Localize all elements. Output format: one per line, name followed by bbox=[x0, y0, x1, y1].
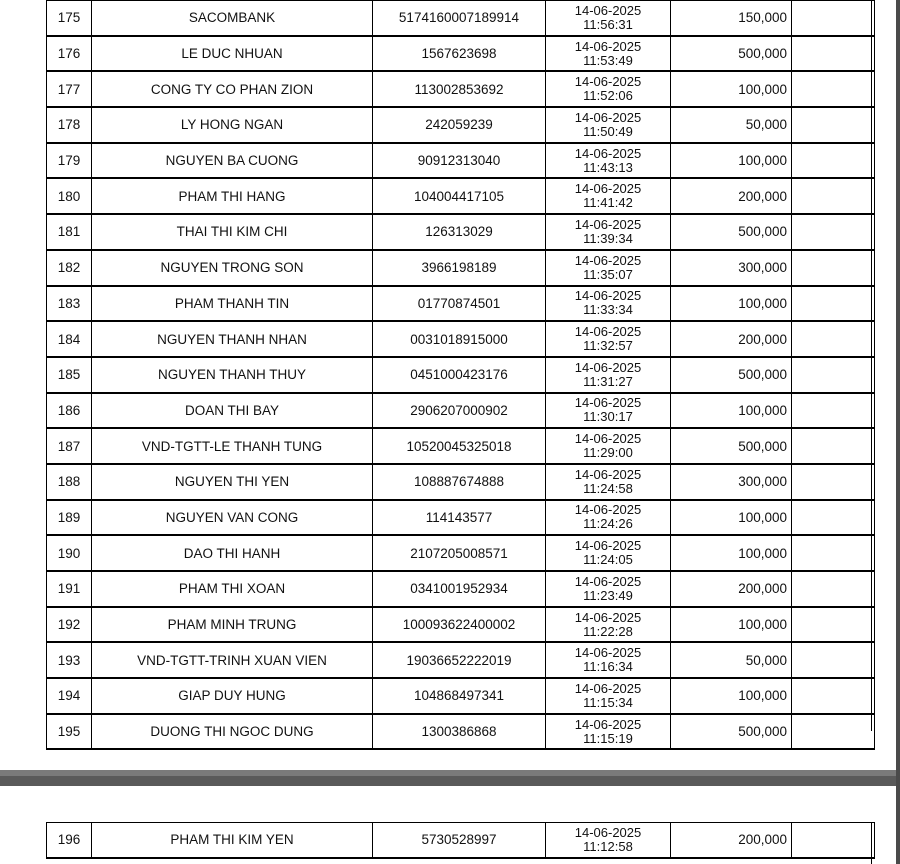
transaction-time: 11:12:58 bbox=[583, 838, 633, 854]
page-gap bbox=[0, 776, 900, 786]
account-number: 126313029 bbox=[373, 214, 546, 250]
amount: 50,000 bbox=[671, 107, 792, 143]
payer-name: DOAN THI BAY bbox=[92, 393, 373, 429]
transaction-date: 14-06-2025 bbox=[574, 216, 642, 232]
note-cell bbox=[792, 107, 875, 143]
note-cell bbox=[792, 500, 875, 536]
payer-name: PHAM THI HANG bbox=[92, 178, 373, 214]
account-number: 113002853692 bbox=[373, 71, 546, 107]
row-number: 189 bbox=[47, 500, 92, 536]
amount: 500,000 bbox=[671, 36, 792, 72]
table-row bbox=[47, 607, 875, 643]
payer-name: DUONG THI NGOC DUNG bbox=[92, 714, 373, 750]
payer-name: SACOMBANK bbox=[92, 1, 373, 36]
transaction-date: 14-06-2025 bbox=[574, 2, 642, 18]
account-number: 100093622400002 bbox=[373, 607, 546, 643]
row-number: 178 bbox=[47, 107, 92, 143]
row-number: 184 bbox=[47, 321, 92, 357]
transaction-time: 11:41:42 bbox=[583, 195, 633, 211]
transaction-date: 14-06-2025 bbox=[574, 181, 642, 197]
transaction-date: 14-06-2025 bbox=[574, 538, 642, 554]
transaction-datetime bbox=[546, 1, 671, 36]
transaction-datetime bbox=[546, 823, 671, 858]
account-number: 104004417105 bbox=[373, 178, 546, 214]
transaction-datetime bbox=[546, 178, 671, 214]
transaction-time: 11:16:34 bbox=[583, 659, 633, 675]
account-number: 90912313040 bbox=[373, 143, 546, 179]
payer-name: NGUYEN THANH THUY bbox=[92, 357, 373, 393]
transaction-datetime bbox=[546, 571, 671, 607]
transaction-datetime bbox=[546, 107, 671, 143]
table-row bbox=[47, 823, 875, 858]
transaction-datetime bbox=[546, 321, 671, 357]
transactions-table-page-2 bbox=[46, 822, 875, 859]
account-number: 3966198189 bbox=[373, 250, 546, 286]
transaction-datetime bbox=[546, 607, 671, 643]
note-cell bbox=[792, 823, 875, 858]
transaction-time: 11:24:58 bbox=[583, 480, 633, 496]
transaction-datetime bbox=[546, 143, 671, 179]
amount: 100,000 bbox=[671, 500, 792, 536]
viewer-scroll-edge[interactable] bbox=[896, 0, 900, 864]
amount: 300,000 bbox=[671, 464, 792, 500]
note-cell bbox=[792, 357, 875, 393]
row-number: 196 bbox=[47, 823, 92, 858]
row-number: 181 bbox=[47, 214, 92, 250]
transaction-date: 14-06-2025 bbox=[574, 716, 642, 732]
account-number: 19036652222019 bbox=[373, 642, 546, 678]
amount: 100,000 bbox=[671, 286, 792, 322]
note-cell bbox=[792, 214, 875, 250]
account-number: 0341001952934 bbox=[373, 571, 546, 607]
transaction-datetime bbox=[546, 214, 671, 250]
transaction-time: 11:33:34 bbox=[583, 302, 633, 318]
account-number: 114143577 bbox=[373, 500, 546, 536]
transaction-time: 11:24:26 bbox=[583, 516, 633, 532]
note-cell bbox=[792, 607, 875, 643]
table-row bbox=[47, 1, 875, 36]
transaction-date: 14-06-2025 bbox=[574, 609, 642, 625]
row-number: 186 bbox=[47, 393, 92, 429]
row-number: 176 bbox=[47, 36, 92, 72]
transaction-date: 14-06-2025 bbox=[574, 573, 642, 589]
table-row bbox=[47, 393, 875, 429]
table-row bbox=[47, 464, 875, 500]
amount: 200,000 bbox=[671, 178, 792, 214]
amount: 500,000 bbox=[671, 428, 792, 464]
payer-name: VND-TGTT-LE THANH TUNG bbox=[92, 428, 373, 464]
transaction-datetime bbox=[546, 428, 671, 464]
table-row bbox=[47, 642, 875, 678]
table-row bbox=[47, 357, 875, 393]
row-number: 193 bbox=[47, 642, 92, 678]
amount: 100,000 bbox=[671, 535, 792, 571]
account-number: 108887674888 bbox=[373, 464, 546, 500]
account-number: 0451000423176 bbox=[373, 357, 546, 393]
transaction-datetime bbox=[546, 286, 671, 322]
transactions-table-page-1 bbox=[46, 0, 875, 750]
note-cell bbox=[792, 143, 875, 179]
row-number: 179 bbox=[47, 143, 92, 179]
row-number: 195 bbox=[47, 714, 92, 750]
note-cell bbox=[792, 178, 875, 214]
transaction-date: 14-06-2025 bbox=[574, 395, 642, 411]
transaction-date: 14-06-2025 bbox=[574, 74, 642, 90]
transaction-time: 11:56:31 bbox=[583, 16, 633, 32]
account-number: 2107205008571 bbox=[373, 535, 546, 571]
account-number: 01770874501 bbox=[373, 286, 546, 322]
note-cell bbox=[792, 642, 875, 678]
note-cell bbox=[792, 714, 875, 750]
row-number: 183 bbox=[47, 286, 92, 322]
table-row bbox=[47, 214, 875, 250]
amount: 500,000 bbox=[671, 357, 792, 393]
document-page-2 bbox=[0, 786, 896, 864]
note-cell bbox=[792, 286, 875, 322]
row-number: 192 bbox=[47, 607, 92, 643]
transaction-date: 14-06-2025 bbox=[574, 466, 642, 482]
account-number: 1300386868 bbox=[373, 714, 546, 750]
payer-name: LE DUC NHUAN bbox=[92, 36, 373, 72]
row-number: 188 bbox=[47, 464, 92, 500]
payer-name: PHAM MINH TRUNG bbox=[92, 607, 373, 643]
transaction-datetime bbox=[546, 535, 671, 571]
note-cell bbox=[792, 71, 875, 107]
transaction-time: 11:15:34 bbox=[583, 694, 633, 710]
row-number: 175 bbox=[47, 1, 92, 36]
account-number: 1567623698 bbox=[373, 36, 546, 72]
table-row bbox=[47, 36, 875, 72]
amount: 200,000 bbox=[671, 571, 792, 607]
transaction-date: 14-06-2025 bbox=[574, 324, 642, 340]
payer-name: NGUYEN THANH NHAN bbox=[92, 321, 373, 357]
transaction-date: 14-06-2025 bbox=[574, 252, 642, 268]
transaction-datetime bbox=[546, 250, 671, 286]
transaction-date: 14-06-2025 bbox=[574, 288, 642, 304]
table-row bbox=[47, 678, 875, 714]
table-right-rule bbox=[871, 0, 872, 731]
amount: 50,000 bbox=[671, 642, 792, 678]
transaction-date: 14-06-2025 bbox=[574, 502, 642, 518]
payer-name: VND-TGTT-TRINH XUAN VIEN bbox=[92, 642, 373, 678]
row-number: 180 bbox=[47, 178, 92, 214]
amount: 200,000 bbox=[671, 823, 792, 858]
note-cell bbox=[792, 571, 875, 607]
payer-name: PHAM THANH TIN bbox=[92, 286, 373, 322]
transaction-time: 11:32:57 bbox=[583, 338, 633, 354]
transaction-datetime bbox=[546, 464, 671, 500]
amount: 500,000 bbox=[671, 214, 792, 250]
table-right-rule-page-2 bbox=[871, 822, 872, 864]
transaction-date: 14-06-2025 bbox=[574, 38, 642, 54]
transaction-time: 11:30:17 bbox=[583, 409, 633, 425]
payer-name: PHAM THI KIM YEN bbox=[92, 823, 373, 858]
transaction-datetime bbox=[546, 393, 671, 429]
note-cell bbox=[792, 250, 875, 286]
transaction-datetime bbox=[546, 500, 671, 536]
transaction-time: 11:43:13 bbox=[583, 159, 633, 175]
account-number: 10520045325018 bbox=[373, 428, 546, 464]
transaction-datetime bbox=[546, 36, 671, 72]
transaction-date: 14-06-2025 bbox=[574, 359, 642, 375]
table-row bbox=[47, 71, 875, 107]
account-number: 2906207000902 bbox=[373, 393, 546, 429]
amount: 100,000 bbox=[671, 143, 792, 179]
table-row bbox=[47, 286, 875, 322]
table-row bbox=[47, 571, 875, 607]
row-number: 194 bbox=[47, 678, 92, 714]
transaction-datetime bbox=[546, 357, 671, 393]
row-number: 182 bbox=[47, 250, 92, 286]
transaction-time: 11:31:27 bbox=[583, 373, 633, 389]
table-row bbox=[47, 143, 875, 179]
table-row bbox=[47, 107, 875, 143]
transaction-time: 11:29:00 bbox=[583, 445, 633, 461]
transaction-datetime bbox=[546, 714, 671, 750]
note-cell bbox=[792, 464, 875, 500]
table-row bbox=[47, 500, 875, 536]
transaction-datetime bbox=[546, 642, 671, 678]
row-number: 185 bbox=[47, 357, 92, 393]
transaction-datetime bbox=[546, 71, 671, 107]
table-row bbox=[47, 250, 875, 286]
transaction-date: 14-06-2025 bbox=[574, 431, 642, 447]
note-cell bbox=[792, 393, 875, 429]
table-row bbox=[47, 714, 875, 750]
table-row bbox=[47, 178, 875, 214]
transaction-time: 11:50:49 bbox=[583, 123, 633, 139]
transaction-time: 11:35:07 bbox=[583, 266, 633, 282]
amount: 100,000 bbox=[671, 71, 792, 107]
note-cell bbox=[792, 1, 875, 36]
payer-name: THAI THI KIM CHI bbox=[92, 214, 373, 250]
amount: 100,000 bbox=[671, 393, 792, 429]
payer-name: NGUYEN BA CUONG bbox=[92, 143, 373, 179]
transaction-time: 11:52:06 bbox=[583, 88, 633, 104]
transaction-date: 14-06-2025 bbox=[574, 680, 642, 696]
transaction-time: 11:15:19 bbox=[583, 730, 633, 746]
account-number: 5174160007189914 bbox=[373, 1, 546, 36]
amount: 100,000 bbox=[671, 607, 792, 643]
payer-name: LY HONG NGAN bbox=[92, 107, 373, 143]
amount: 100,000 bbox=[671, 678, 792, 714]
transaction-time: 11:39:34 bbox=[583, 230, 633, 246]
transaction-date: 14-06-2025 bbox=[574, 145, 642, 161]
payer-name: PHAM THI XOAN bbox=[92, 571, 373, 607]
payer-name: CONG TY CO PHAN ZION bbox=[92, 71, 373, 107]
note-cell bbox=[792, 428, 875, 464]
payer-name: DAO THI HANH bbox=[92, 535, 373, 571]
amount: 200,000 bbox=[671, 321, 792, 357]
transaction-time: 11:24:05 bbox=[583, 552, 633, 568]
transaction-time: 11:53:49 bbox=[583, 52, 633, 68]
row-number: 187 bbox=[47, 428, 92, 464]
transaction-date: 14-06-2025 bbox=[574, 645, 642, 661]
note-cell bbox=[792, 535, 875, 571]
row-number: 190 bbox=[47, 535, 92, 571]
transaction-time: 11:23:49 bbox=[583, 587, 633, 603]
payer-name: GIAP DUY HUNG bbox=[92, 678, 373, 714]
transaction-time: 11:22:28 bbox=[583, 623, 633, 639]
table-row bbox=[47, 321, 875, 357]
amount: 150,000 bbox=[671, 1, 792, 36]
amount: 300,000 bbox=[671, 250, 792, 286]
row-number: 191 bbox=[47, 571, 92, 607]
table-row bbox=[47, 428, 875, 464]
payer-name: NGUYEN VAN CONG bbox=[92, 500, 373, 536]
account-number: 5730528997 bbox=[373, 823, 546, 858]
note-cell bbox=[792, 678, 875, 714]
table-row bbox=[47, 535, 875, 571]
account-number: 0031018915000 bbox=[373, 321, 546, 357]
note-cell bbox=[792, 36, 875, 72]
note-cell bbox=[792, 321, 875, 357]
row-number: 177 bbox=[47, 71, 92, 107]
amount: 500,000 bbox=[671, 714, 792, 750]
transaction-datetime bbox=[546, 678, 671, 714]
transaction-date: 14-06-2025 bbox=[574, 109, 642, 125]
payer-name: NGUYEN THI YEN bbox=[92, 464, 373, 500]
account-number: 104868497341 bbox=[373, 678, 546, 714]
transaction-date: 14-06-2025 bbox=[574, 824, 642, 840]
account-number: 242059239 bbox=[373, 107, 546, 143]
payer-name: NGUYEN TRONG SON bbox=[92, 250, 373, 286]
